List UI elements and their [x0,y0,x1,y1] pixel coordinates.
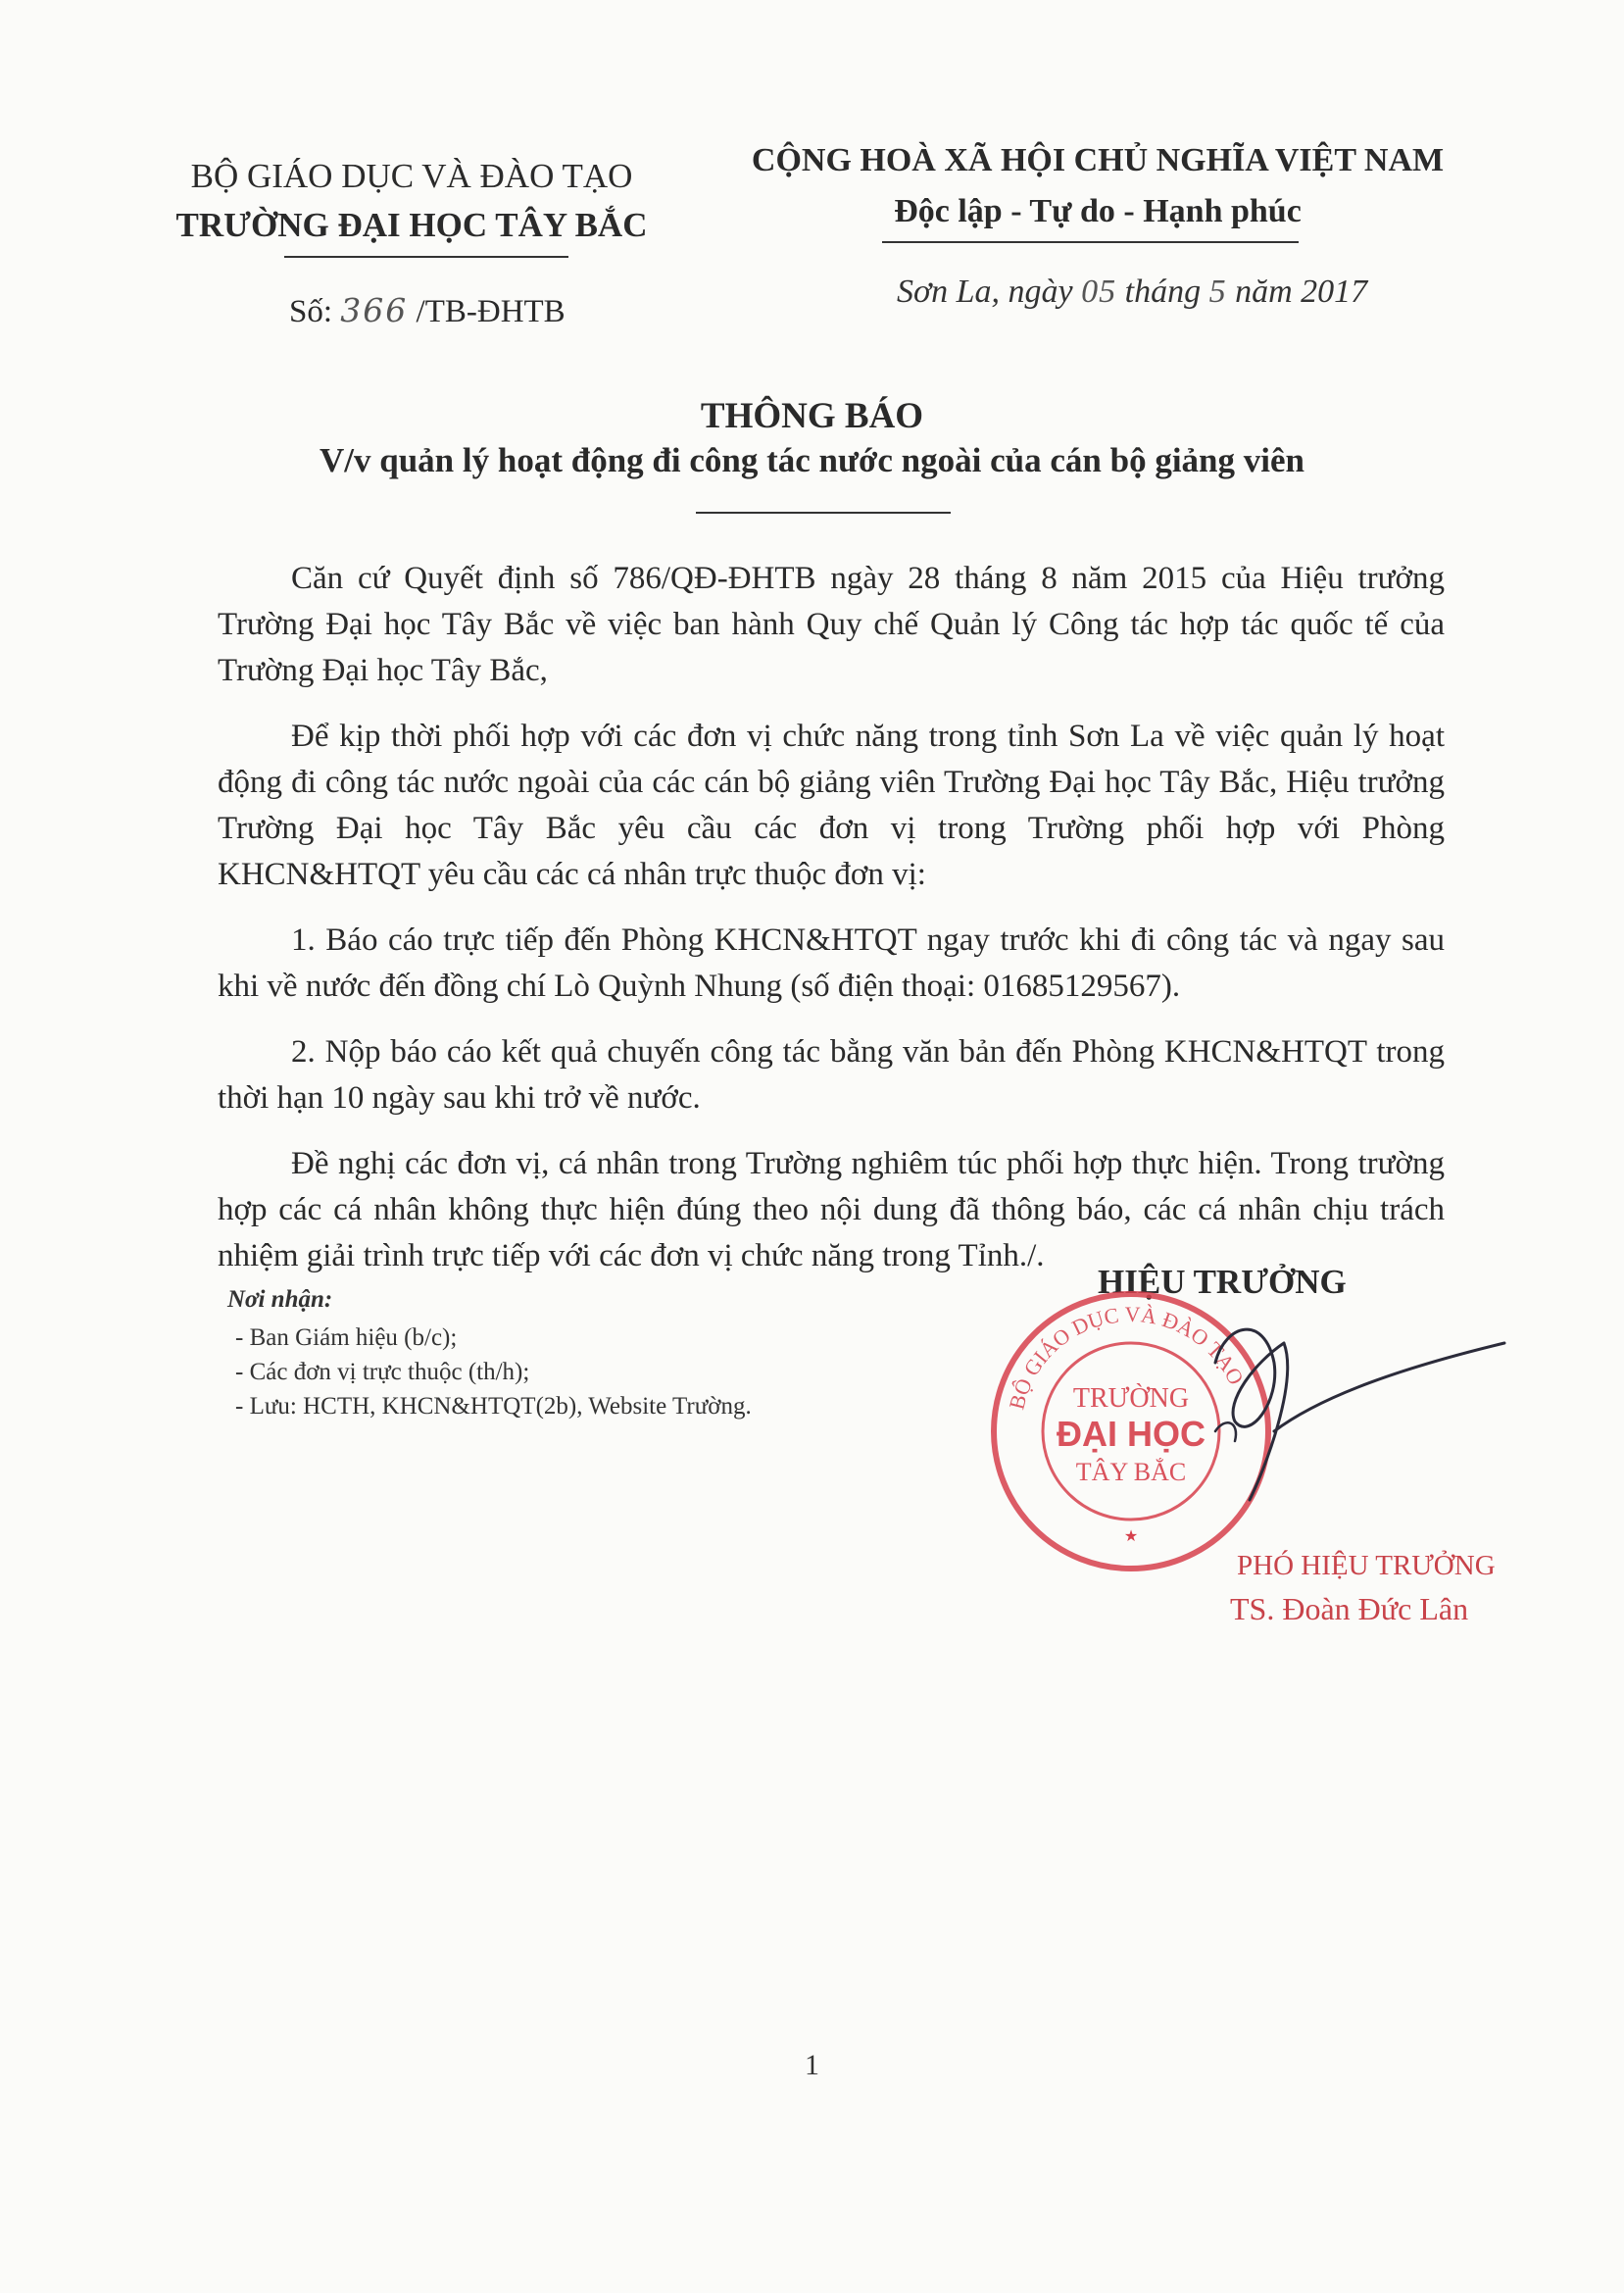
document-body [218,556,1445,1299]
subtitle-underline [696,512,951,514]
handwritten-signature [1156,1304,1509,1520]
signer-title: PHÓ HIỆU TRƯỞNG [1237,1550,1496,1581]
ministry-name: BỘ GIÁO DỤC VÀ ĐÀO TẠO [190,157,633,195]
document-number [289,291,566,330]
signer-name: TS. Đoàn Đức Lân [1230,1591,1469,1626]
page-number: 1 [805,2049,819,2081]
date-line [897,274,1367,311]
recipients-title: Nơi nhận: [227,1286,333,1313]
stamp-line2: ĐẠI HỌC [1057,1414,1206,1454]
national-motto: Độc lập - Tự do - Hạnh phúc [894,193,1302,229]
date-month: 5 [1208,274,1227,310]
stamp-line3: TÂY BẮC [1075,1458,1187,1486]
signature-role: HIỆU TRƯỞNG [1098,1263,1347,1301]
national-header [725,135,1470,237]
recipient-item: - Các đơn vị trực thuộc (th/h); [235,1355,913,1389]
stamp-ring-text: BỘ GIÁO DỤC VÀ ĐÀO TẠO [1004,1301,1250,1413]
document-subtitle: V/v quản lý hoạt động đi công tác nước ngoài của cán bộ giảng viên [319,441,1304,479]
doc-number-suffix: /TB-ĐHTB [416,294,566,329]
issuer-block [147,152,676,250]
country-name: CỘNG HOÀ XÃ HỘI CHỦ NGHĨA VIỆT NAM [751,142,1445,178]
paragraph: Căn cứ Quyết định số 786/QĐ-ĐHTB ngày 28 tháng 8 năm 2015 của Hiệu trưởng Trường Đại học Tây Bắc về việc ban hành Quy chế Quản lý Công tác hợp tác quốc tế của Trường Đại học Tây Bắc, [218,561,1445,688]
issuer-underline [284,256,568,258]
paragraph: 2. Nộp báo cáo kết quả chuyến công tác bằng văn bản đến Phòng KHCN&HTQT trong thời hạn 10 ngày sau khi trở về nước. [218,1034,1445,1116]
recipient-item: - Lưu: HCTH, KHCN&HTQT(2b), Website Trường. [235,1389,913,1423]
stamp-line1: TRƯỜNG [1072,1383,1190,1414]
date-day: 05 [1081,274,1117,310]
doc-number-handwritten: 366 [340,291,409,329]
recipient-item: - Ban Giám hiệu (b/c); [235,1321,913,1355]
paragraph: Đề nghị các đơn vị, cá nhân trong Trường nghiêm túc phối hợp thực hiện. Trong trường hợp các cá nhân không thực hiện đúng theo nội dung đã thông báo, các cá nhân chịu trách nhiệm giải trình trực tiếp với các đơn vị chức năng trong Tỉnh./. [218,1146,1445,1273]
date-place: Sơn La, ngày [897,274,1073,310]
university-name: TRƯỜNG ĐẠI HỌC TÂY BẮC [175,206,648,244]
date-month-label: tháng [1124,274,1202,310]
paragraph: Để kịp thời phối hợp với các đơn vị chức năng trong tỉnh Sơn La về việc quản lý hoạt động đi công tác nước ngoài của các cán bộ giảng viên Trường Đại học Tây Bắc, Hiệu trưởng Trường Đại học Tây Bắc yêu cầu các đơn vị trong Trường phối hợp với Phòng KHCN&HTQT yêu cầu các cá nhân trực thuộc đơn vị: [218,719,1445,892]
motto-underline [882,241,1299,243]
document-title: THÔNG BÁO [700,396,924,436]
date-year: năm 2017 [1235,274,1368,310]
recipients-list [227,1321,913,1423]
paragraph: 1. Báo cáo trực tiếp đến Phòng KHCN&HTQT ngay trước khi đi công tác và ngay sau khi về nước đến đồng chí Lò Quỳnh Nhung (số điện thoại: 01685129567). [218,922,1445,1004]
recipients-block [227,1282,913,1423]
doc-number-prefix: Số: [289,294,333,329]
stamp-star-icon: ★ [1123,1528,1139,1545]
